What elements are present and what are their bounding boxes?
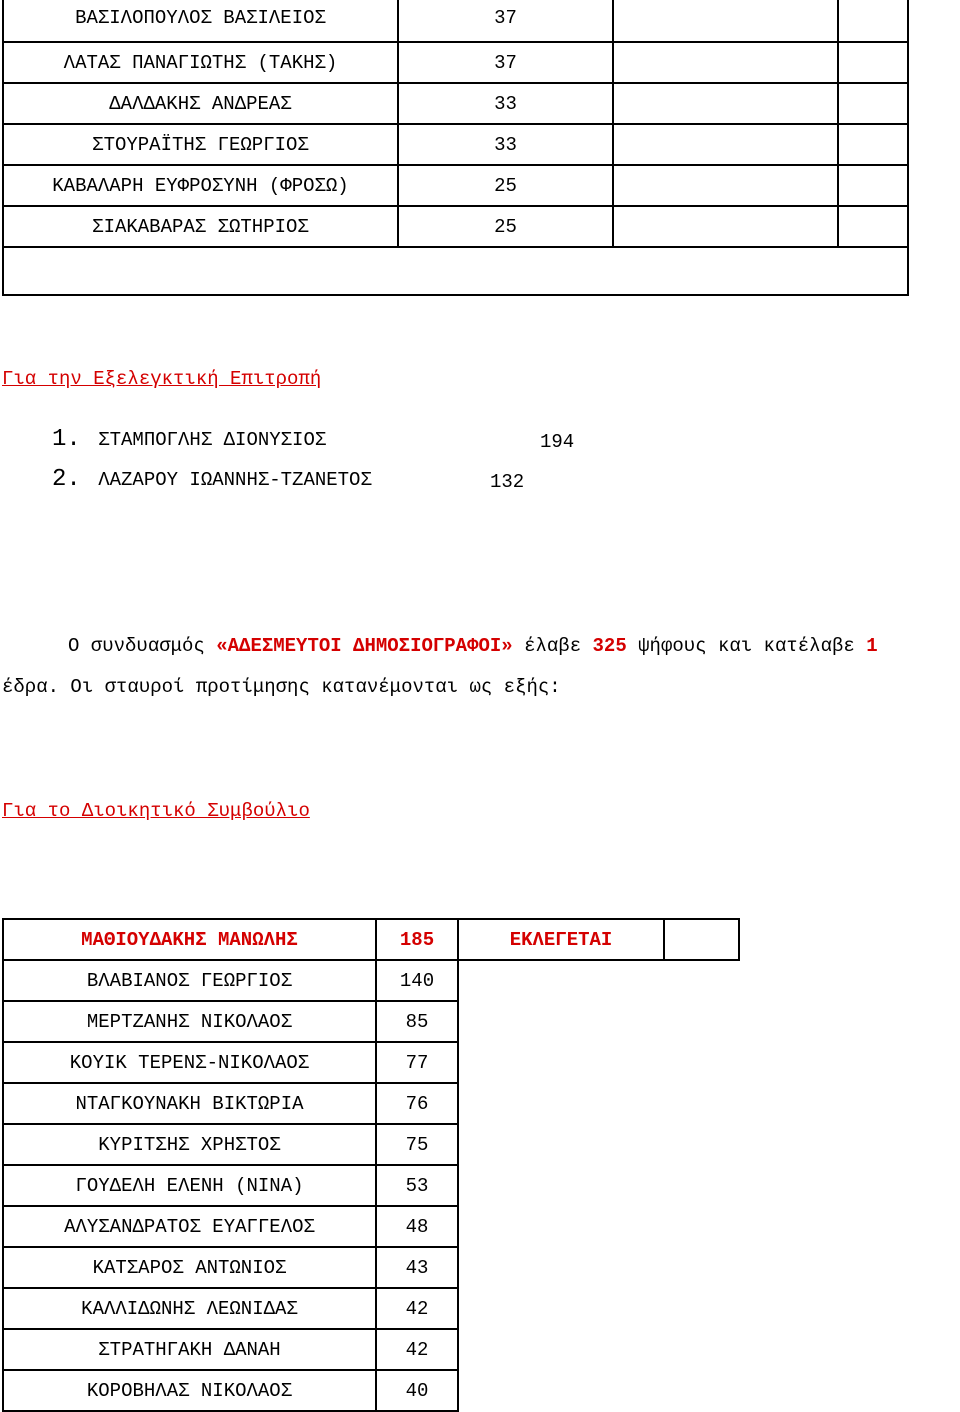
audit-committee-heading: Για την Εξελεγκτική Επιτροπή — [2, 368, 322, 390]
table-row — [3, 0, 908, 42]
table-row — [3, 1042, 739, 1083]
summary-text: Ο συνδυασμός — [68, 635, 217, 657]
candidate-name: ΛΑΖΑΡΟΥ ΙΩΑΝΝΗΣ-ΤΖΑΝΕΤΟΣ — [98, 469, 372, 491]
election-status — [458, 1083, 664, 1124]
table-row — [3, 124, 908, 165]
empty-cell — [838, 165, 908, 206]
empty-cell — [664, 1206, 739, 1247]
candidate-votes: 185 — [376, 919, 458, 960]
candidate-votes: 77 — [376, 1042, 458, 1083]
table-row — [3, 1083, 739, 1124]
candidate-votes: 140 — [376, 960, 458, 1001]
empty-cell — [664, 1288, 739, 1329]
empty-cell — [664, 1083, 739, 1124]
summary-text: ψήφους και κατέλαβε — [626, 635, 867, 657]
election-status — [458, 1370, 664, 1411]
empty-cell — [664, 960, 739, 1001]
candidate-votes: 37 — [398, 0, 613, 42]
empty-cell — [664, 1042, 739, 1083]
results-table-top — [2, 0, 909, 296]
election-status — [458, 1206, 664, 1247]
candidate-votes: 37 — [398, 42, 613, 83]
candidate-name: ΓΟΥΔΕΛΗ ΕΛΕΝΗ (ΝΙΝΑ) — [3, 1165, 376, 1206]
table-row — [3, 960, 739, 1001]
empty-cell — [664, 1370, 739, 1411]
candidate-name: ΒΑΣΙΛΟΠΟΥΛΟΣ ΒΑΣΙΛΕΙΟΣ — [3, 0, 398, 42]
empty-cell — [838, 83, 908, 124]
table-row — [3, 1247, 739, 1288]
table-row — [3, 206, 908, 247]
candidate-votes: 33 — [398, 83, 613, 124]
empty-cell — [3, 247, 908, 295]
summary-text: έλαβε — [512, 635, 593, 657]
list-number: 2. — [52, 466, 81, 493]
election-status: ΕΚΛΕΓΕΤΑΙ — [458, 919, 664, 960]
audit-list-item — [52, 426, 326, 453]
candidate-name: ΣΤΟΥΡΑΪΤΗΣ ΓΕΩΡΓΙΟΣ — [3, 124, 398, 165]
table-row — [3, 1165, 739, 1206]
empty-cell — [838, 124, 908, 165]
candidate-name: ΣΙΑΚΑΒΑΡΑΣ ΣΩΤΗΡΙΟΣ — [3, 206, 398, 247]
candidate-votes: 33 — [398, 124, 613, 165]
board-results-table — [2, 918, 740, 1412]
empty-cell — [664, 1165, 739, 1206]
party-seats: 1 — [866, 635, 878, 657]
empty-cell — [613, 124, 838, 165]
election-status — [458, 1329, 664, 1370]
candidate-name: ΚΑΛΛΙΔΩΝΗΣ ΛΕΩΝΙΔΑΣ — [3, 1288, 376, 1329]
empty-cell — [613, 165, 838, 206]
candidate-votes: 25 — [398, 165, 613, 206]
table-row — [3, 42, 908, 83]
table-row — [3, 1329, 739, 1370]
candidate-name: ΚΟΥΙΚ ΤΕΡΕΝΣ-ΝΙΚΟΛΑΟΣ — [3, 1042, 376, 1083]
election-status — [458, 1247, 664, 1288]
candidate-votes: 48 — [376, 1206, 458, 1247]
board-heading: Για το Διοικητικό Συμβούλιο — [2, 800, 310, 822]
candidate-name: ΜΑΘΙΟΥΔΑΚΗΣ ΜΑΝΩΛΗΣ — [3, 919, 376, 960]
candidate-name: ΚΥΡΙΤΣΗΣ ΧΡΗΣΤΟΣ — [3, 1124, 376, 1165]
candidate-name: ΛΑΤΑΣ ΠΑΝΑΓΙΩΤΗΣ (ΤΑΚΗΣ) — [3, 42, 398, 83]
election-status — [458, 960, 664, 1001]
candidate-name: ΣΤΑΜΠΟΓΛΗΣ ΔΙΟΝΥΣΙΟΣ — [98, 429, 327, 451]
candidate-votes: 40 — [376, 1370, 458, 1411]
election-status — [458, 1001, 664, 1042]
election-status — [458, 1124, 664, 1165]
empty-cell — [664, 1247, 739, 1288]
empty-cell — [838, 206, 908, 247]
empty-cell — [664, 919, 739, 960]
candidate-votes: 85 — [376, 1001, 458, 1042]
audit-list-item — [52, 466, 372, 493]
empty-cell — [613, 206, 838, 247]
election-status — [458, 1288, 664, 1329]
table-row — [3, 1001, 739, 1042]
empty-cell — [838, 0, 908, 42]
candidate-votes: 75 — [376, 1124, 458, 1165]
candidate-votes: 53 — [376, 1165, 458, 1206]
empty-cell — [664, 1001, 739, 1042]
empty-cell — [838, 42, 908, 83]
candidate-name: ΚΑΤΣΑΡΟΣ ΑΝΤΩΝΙΟΣ — [3, 1247, 376, 1288]
candidate-votes: 42 — [376, 1329, 458, 1370]
candidate-votes: 76 — [376, 1083, 458, 1124]
table-row — [3, 1370, 739, 1411]
candidate-name: ΝΤΑΓΚΟΥΝΑΚΗ ΒΙΚΤΩΡΙΑ — [3, 1083, 376, 1124]
candidate-name: ΚΟΡΟΒΗΛΑΣ ΝΙΚΟΛΑΟΣ — [3, 1370, 376, 1411]
candidate-votes: 194 — [540, 431, 575, 453]
table-row — [3, 1206, 739, 1247]
table-row — [3, 165, 908, 206]
table-row — [3, 1124, 739, 1165]
candidate-name: ΒΛΑΒΙΑΝΟΣ ΓΕΩΡΓΙΟΣ — [3, 960, 376, 1001]
candidate-name: ΜΕΡΤΖΑΝΗΣ ΝΙΚΟΛΑΟΣ — [3, 1001, 376, 1042]
party-votes: 325 — [592, 635, 627, 657]
candidate-votes: 25 — [398, 206, 613, 247]
list-number: 1. — [52, 426, 81, 453]
summary-line-2: έδρα. Οι σταυροί προτίμησης κατανέμονται ως εξής: — [2, 676, 561, 698]
election-status — [458, 1042, 664, 1083]
empty-cell — [664, 1124, 739, 1165]
candidate-name: ΚΑΒΑΛΑΡΗ ΕΥΦΡΟΣΥΝΗ (ΦΡΟΣΩ) — [3, 165, 398, 206]
summary-line-1 — [68, 635, 878, 657]
election-status — [458, 1165, 664, 1206]
empty-cell — [613, 0, 838, 42]
candidate-name: ΔΑΛΔΑΚΗΣ ΑΝΔΡΕΑΣ — [3, 83, 398, 124]
table-row — [3, 919, 739, 960]
table-row — [3, 83, 908, 124]
empty-cell — [664, 1329, 739, 1370]
candidate-name: ΑΛΥΣΑΝΔΡΑΤΟΣ ΕΥΑΓΓΕΛΟΣ — [3, 1206, 376, 1247]
candidate-votes: 132 — [490, 471, 525, 493]
candidate-name: ΣΤΡΑΤΗΓΑΚΗ ΔΑΝΑΗ — [3, 1329, 376, 1370]
table-row — [3, 1288, 739, 1329]
empty-cell — [613, 42, 838, 83]
empty-cell — [613, 83, 838, 124]
table-row-empty — [3, 247, 908, 295]
candidate-votes: 42 — [376, 1288, 458, 1329]
party-name: «ΑΔΕΣΜΕΥΤΟΙ ΔΗΜΟΣΙΟΓΡΑΦΟΙ» — [216, 635, 513, 657]
candidate-votes: 43 — [376, 1247, 458, 1288]
